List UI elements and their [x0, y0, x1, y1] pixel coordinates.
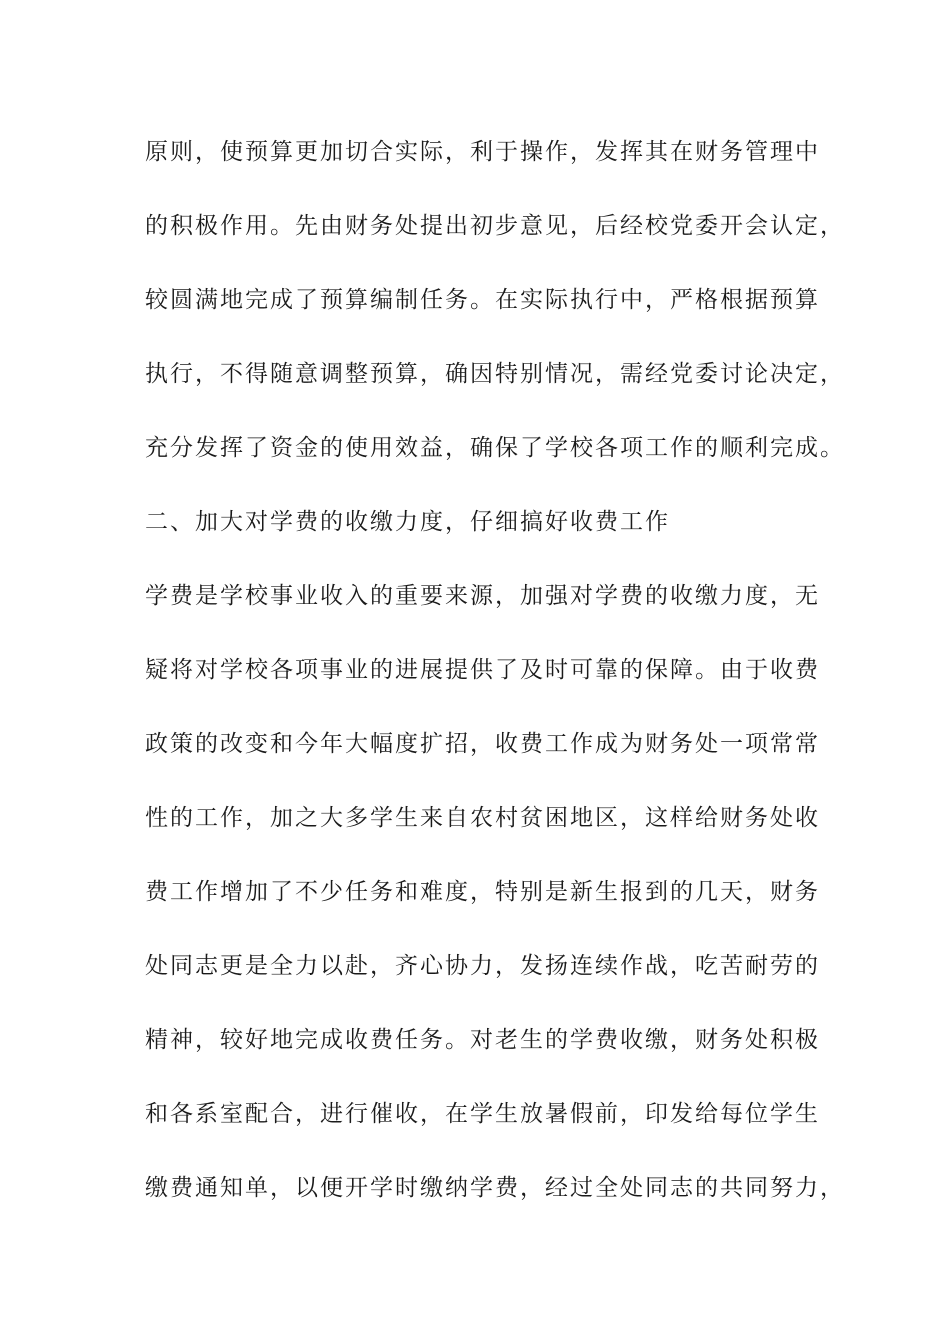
- text-line: 较圆满地完成了预算编制任务。在实际执行中，严格根据预算: [145, 287, 820, 313]
- text-line: 精神，较好地完成收费任务。对老生的学费收缴，财务处积极: [145, 1027, 820, 1053]
- text-line: 费工作增加了不少任务和难度，特别是新生报到的几天，财务: [145, 879, 820, 905]
- text-line: 原则，使预算更加切合实际，利于操作，发挥其在财务管理中: [145, 139, 820, 165]
- text-line: 政策的改变和今年大幅度扩招，收费工作成为财务处一项常常: [145, 731, 820, 757]
- text-line: 处同志更是全力以赴，齐心协力，发扬连续作战，吃苦耐劳的: [145, 953, 820, 979]
- text-line: 的积极作用。先由财务处提出初步意见，后经校党委开会认定，: [145, 213, 845, 239]
- text-line: 充分发挥了资金的使用效益，确保了学校各项工作的顺利完成。: [145, 435, 845, 461]
- section-heading: 二、加大对学费的收缴力度，仔细搞好收费工作: [145, 509, 670, 535]
- text-line: 学费是学校事业收入的重要来源，加强对学费的收缴力度，无: [145, 583, 820, 609]
- document-body: [145, 128, 845, 1238]
- text-line: 性的工作，加之大多学生来自农村贫困地区，这样给财务处收: [145, 805, 820, 831]
- text-line: 和各系室配合，进行催收，在学生放暑假前，印发给每位学生: [145, 1101, 820, 1127]
- text-line: 执行，不得随意调整预算，确因特别情况，需经党委讨论决定，: [145, 361, 845, 387]
- text-line: 缴费通知单，以便开学时缴纳学费，经过全处同志的共同努力，: [145, 1175, 845, 1201]
- text-line: 疑将对学校各项事业的进展提供了及时可靠的保障。由于收费: [145, 657, 820, 683]
